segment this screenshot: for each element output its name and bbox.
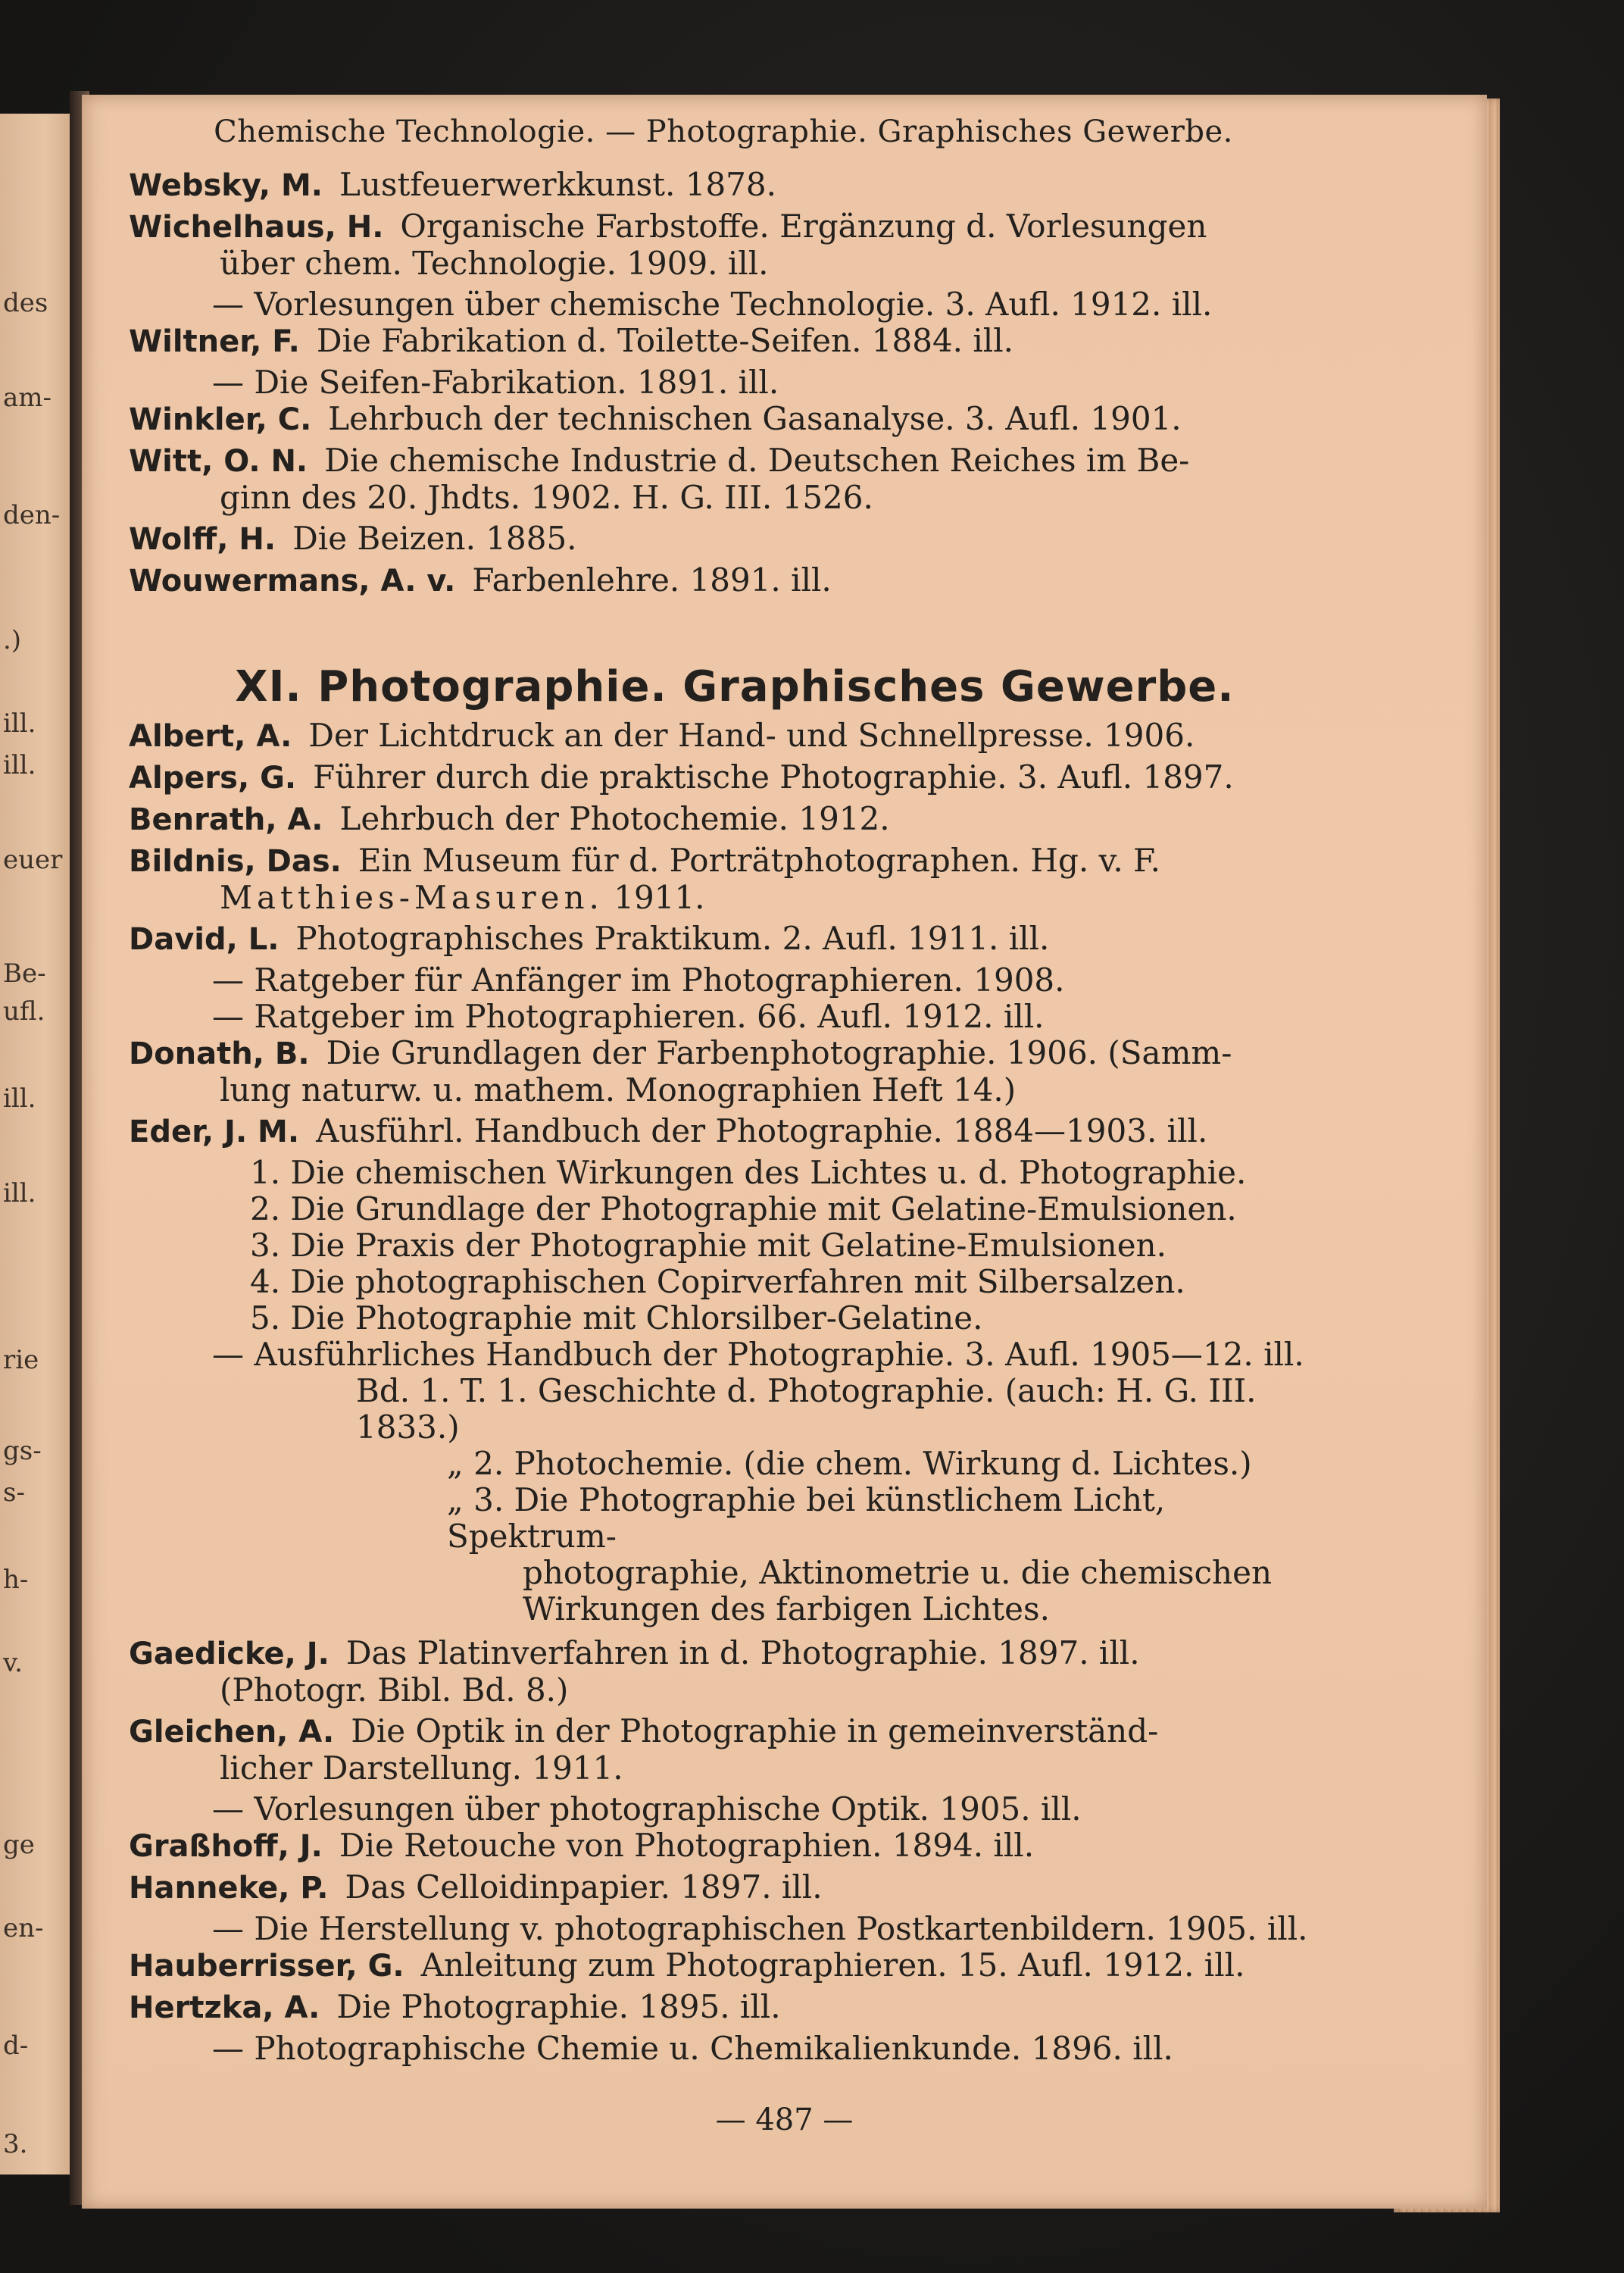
entry-author: Wichelhaus, H. bbox=[129, 210, 384, 245]
entry-author: Witt, O. N. bbox=[129, 444, 308, 479]
entry-author: Hanneke, P. bbox=[129, 1871, 329, 1906]
prev-fragment: ill. bbox=[3, 708, 36, 739]
entry-author: Albert, A. bbox=[129, 719, 292, 754]
bibliography-entry bbox=[129, 921, 1310, 958]
entry-author: Benrath, A. bbox=[129, 802, 323, 837]
numbered-item: 3. Die Praxis der Photographie mit Gelatine-Emulsionen. bbox=[250, 1227, 1166, 1264]
prev-fragment: Be- bbox=[3, 958, 46, 989]
entry-text: Photographisches Praktikum. 2. Aufl. 1911. ill. bbox=[295, 920, 1050, 957]
bibliography-entry bbox=[129, 718, 1310, 755]
running-head: Chemische Technologie. — Photographie. Graphisches Gewerbe. bbox=[214, 114, 1233, 149]
entry-text: Lehrbuch der Photochemie. 1912. bbox=[339, 800, 890, 837]
entry-text: Organische Farbstoffe. Ergänzung d. Vorlesungen bbox=[400, 208, 1207, 245]
prev-fragment: 3. bbox=[3, 2129, 28, 2159]
entry-text: Die Optik in der Photographie in gemeinverständ- bbox=[351, 1712, 1159, 1749]
entry-text: Das Platinverfahren in d. Photographie. 1897. ill. bbox=[345, 1634, 1140, 1671]
entry-author: Alpers, G. bbox=[129, 761, 297, 796]
entry-text: licher Darstellung. 1911. bbox=[220, 1749, 623, 1787]
prev-fragment: ge bbox=[3, 1830, 35, 1860]
bibliography-entry bbox=[129, 1947, 1310, 1984]
volume-line: photographie, Aktinometrie u. die chemischen bbox=[523, 1554, 1273, 1591]
entry-text: Die Photographie. 1895. ill. bbox=[336, 1988, 781, 2025]
prev-fragment: v. bbox=[3, 1648, 23, 1678]
prev-fragment: ill. bbox=[3, 1083, 36, 1114]
volume-line: „ 3. Die Photographie bei künstlichem Licht, Spektrum- bbox=[447, 1481, 1166, 1555]
entry-text: Die chemische Industrie d. Deutschen Reiches im Be- bbox=[324, 442, 1190, 479]
bibliography-entry bbox=[129, 1713, 1310, 1787]
prev-fragment: s- bbox=[3, 1477, 25, 1508]
entry-author: Hauberrisser, G. bbox=[129, 1949, 404, 1984]
entry-text: 1911. bbox=[614, 879, 705, 916]
bibliography-entry bbox=[129, 1869, 1310, 1906]
entry-text: Lustfeuerwerkkunst. 1878. bbox=[339, 166, 776, 203]
dash-entry: — Vorlesungen über photographische Optik. 1905. ill. bbox=[212, 1790, 1082, 1827]
bibliography-entry bbox=[129, 442, 1310, 516]
bibliography-entry bbox=[129, 1827, 1310, 1865]
entry-author: Wolff, H. bbox=[129, 522, 276, 557]
volume-line: „ 2. Photochemie. (die chem. Wirkung d. Lichtes.) bbox=[447, 1445, 1252, 1482]
entry-text: Der Lichtdruck an der Hand- und Schnellpresse. 1906. bbox=[308, 717, 1195, 754]
prev-fragment: den- bbox=[3, 500, 61, 530]
entry-text: Die Beizen. 1885. bbox=[292, 520, 577, 557]
entry-author: David, L. bbox=[129, 922, 280, 957]
bibliography-entry bbox=[129, 1635, 1310, 1709]
entry-author: Wiltner, F. bbox=[129, 324, 300, 359]
dash-entry: — Ratgeber für Anfänger im Photographieren. 1908. bbox=[212, 961, 1065, 999]
entry-text: Führer durch die praktische Photographie. 3. Aufl. 1897. bbox=[313, 758, 1234, 796]
previous-page-edge bbox=[0, 114, 76, 2175]
entry-author: Gaedicke, J. bbox=[129, 1637, 329, 1671]
prev-fragment: des bbox=[3, 288, 48, 318]
section-title: XI. Photographie. Graphisches Gewerbe. bbox=[235, 662, 1235, 711]
numbered-item: 1. Die chemischen Wirkungen des Lichtes u. d. Photographie. bbox=[250, 1154, 1247, 1191]
entry-text: Ausführl. Handbuch der Photographie. 1884—1903. ill. bbox=[316, 1112, 1208, 1149]
bibliography-entry bbox=[129, 1989, 1310, 2026]
entry-text: Lehrbuch der technischen Gasanalyse. 3. Aufl. 1901. bbox=[328, 400, 1182, 437]
prev-fragment: rie bbox=[3, 1345, 39, 1375]
prev-fragment: h- bbox=[3, 1565, 29, 1595]
bibliography-entry bbox=[129, 562, 1310, 599]
entry-author: Bildnis, Das. bbox=[129, 844, 342, 879]
bibliography-entry bbox=[129, 323, 1310, 360]
bibliography-entry bbox=[129, 401, 1310, 438]
entry-text: lung naturw. u. mathem. Monographien Heft 14.) bbox=[220, 1071, 1017, 1108]
page-number: — 487 — bbox=[715, 2103, 854, 2137]
prev-fragment: ufl. bbox=[3, 996, 45, 1027]
entry-author: Winkler, C. bbox=[129, 402, 312, 437]
bibliography-entry bbox=[129, 843, 1310, 916]
entry-author: Eder, J. M. bbox=[129, 1115, 300, 1149]
numbered-item: 5. Die Photographie mit Chlorsilber-Gelatine. bbox=[250, 1299, 983, 1337]
prev-fragment: gs- bbox=[3, 1436, 42, 1466]
bibliography-entry bbox=[129, 167, 1310, 204]
entry-author: Graßhoff, J. bbox=[129, 1829, 323, 1864]
page-text bbox=[129, 114, 1310, 2067]
bibliography-entry bbox=[129, 208, 1310, 282]
dash-entry: — Die Herstellung v. photographischen Postkartenbildern. 1905. ill. bbox=[212, 1910, 1308, 1947]
volume-line: Wirkungen des farbigen Lichtes. bbox=[523, 1590, 1050, 1627]
dash-entry: — Die Seifen-Fabrikation. 1891. ill. bbox=[212, 364, 779, 401]
entry-author: Websky, M. bbox=[129, 168, 323, 203]
prev-fragment: en- bbox=[3, 1913, 44, 1943]
prev-fragment: euer bbox=[3, 845, 63, 875]
numbered-item: 2. Die Grundlage der Photographie mit Gelatine-Emulsionen. bbox=[250, 1190, 1237, 1227]
prev-fragment: ill. bbox=[3, 1178, 36, 1208]
prev-fragment: .) bbox=[3, 625, 22, 655]
entry-text: Ein Museum für d. Porträtphotographen. Hg. v. F. bbox=[358, 842, 1160, 879]
dash-entry: — Ratgeber im Photographieren. 66. Aufl. 1912. ill. bbox=[212, 998, 1045, 1035]
entry-author: Gleichen, A. bbox=[129, 1715, 335, 1749]
prev-fragment: d- bbox=[3, 2031, 29, 2061]
entry-author: Wouwermans, A. v. bbox=[129, 564, 456, 599]
bibliography-entry bbox=[129, 759, 1310, 796]
entry-text: Die Fabrikation d. Toilette-Seifen. 1884. ill. bbox=[316, 322, 1014, 359]
entry-text: Das Celloidinpapier. 1897. ill. bbox=[345, 1868, 823, 1906]
dash-entry: — Photographische Chemie u. Chemikalienkunde. 1896. ill. bbox=[212, 2030, 1173, 2067]
volume-line: Bd. 1. T. 1. Geschichte d. Photographie. (auch: H. G. III. 1833.) bbox=[356, 1372, 1257, 1446]
bibliography-entry bbox=[129, 521, 1310, 558]
entry-text: Anleitung zum Photographieren. 15. Aufl. 1912. ill. bbox=[420, 1946, 1245, 1984]
entry-author: Hertzka, A. bbox=[129, 1990, 320, 2025]
entry-author: Donath, B. bbox=[129, 1036, 310, 1071]
prev-fragment: ill. bbox=[3, 750, 36, 780]
entry-text: ginn des 20. Jhdts. 1902. H. G. III. 1526. bbox=[220, 479, 873, 516]
bibliography-entry bbox=[129, 1113, 1310, 1150]
entry-text: Die Retouche von Photographien. 1894. ill. bbox=[339, 1827, 1035, 1864]
entry-text: (Photogr. Bibl. Bd. 8.) bbox=[220, 1671, 569, 1709]
numbered-item: 4. Die photographischen Copirverfahren mit Silbersalzen. bbox=[250, 1263, 1185, 1300]
entry-text: Matthies-Masuren. bbox=[220, 879, 604, 916]
dash-entry: — Ausführliches Handbuch der Photographie. 3. Aufl. 1905—12. ill. bbox=[212, 1336, 1304, 1373]
bibliography-entry bbox=[129, 1035, 1310, 1108]
prev-fragment: am- bbox=[3, 383, 52, 413]
entry-text: über chem. Technologie. 1909. ill. bbox=[220, 245, 769, 282]
entry-text: Die Grundlagen der Farbenphotographie. 1906. (Samm- bbox=[326, 1034, 1232, 1071]
bibliography-entry bbox=[129, 801, 1310, 838]
entry-text: Farbenlehre. 1891. ill. bbox=[472, 561, 832, 599]
dash-entry: — Vorlesungen über chemische Technologie. 3. Aufl. 1912. ill. bbox=[212, 286, 1213, 323]
